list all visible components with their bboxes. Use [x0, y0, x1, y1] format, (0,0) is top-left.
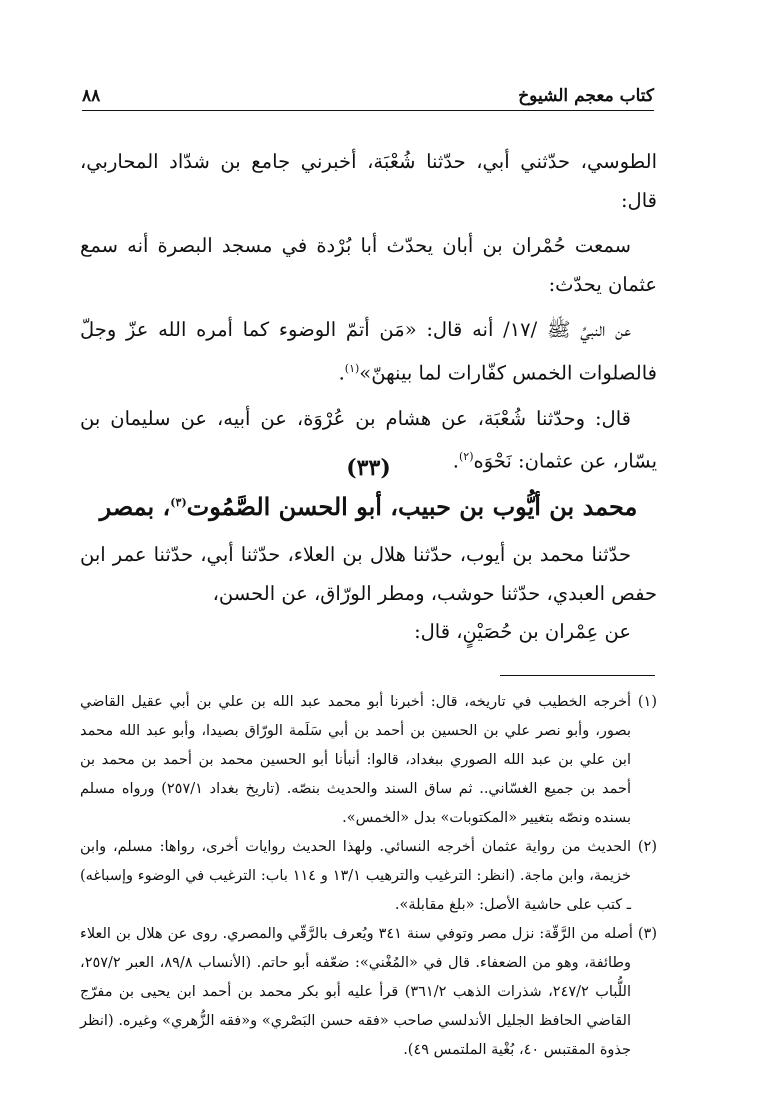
page-number: ٨٨	[82, 86, 101, 106]
section-title-main: محمد بن أيُّوب بن حبيب، أبو الحسن الصَّمُوت	[186, 492, 638, 521]
main-text	[80, 143, 657, 488]
paragraph-2: سمعت حُمْران بن أبان يحدّث أبا بُرْدة في مسجد البصرة أنه سمع عثمان يحدّث:	[80, 234, 657, 296]
paragraph-4-text: قال: وحدّثنا شُعْبَة، عن هشام بن عُرْوَة، عن أبيه، عن سليمان بن يسّار، عن عثمان: نَحْوَه	[80, 406, 657, 473]
footnote-ref-2: (٢)	[459, 450, 474, 463]
running-header	[82, 80, 654, 106]
paragraph-3-text: عن النبيِّ ﷺ /١٧/ أنه قال: «مَن أتمّ الوضوء كما أمره الله عزّ وجلّ فالصلوات الخمس كفّارات لما بينهنّ»	[80, 318, 657, 384]
footnote-ref-1: (١)	[344, 361, 360, 375]
footnote-ref-3: (٣)	[170, 496, 187, 509]
footnote-1: (١) أخرجه الخطيب في تاريخه، قال: أخبرنا أبو محمد عبد الله بن علي بن أبي عقيل القاضي بصور، وأبو نصر علي بن الحسين بن أحمد بن أبي سَلَمة الورّاق بصيدا، وأبو عبد الله محمد ابن علي بن عبد الله الصوري ببغداد، قالوا: أنبأنا أبو الحسين محمد بن أحمد بن محمد بن أحمد بن جميع الغسّاني.. ثم ساق السند والحديث بنصّه. (تاريخ بغداد ٢٥٧/١) ورواه مسلم بسنده ونصّه بتغيير «المكتوبات» بدل «الخمس».	[80, 694, 657, 826]
footnotes	[80, 688, 657, 1065]
section-title-end: ، بمصر	[99, 492, 171, 521]
paragraph-3	[80, 311, 657, 393]
section-paragraph-1: حدّثنا محمد بن أيوب، حدّثنا هلال بن العلاء، حدّثنا أبي، حدّثنا عمر ابن حفص العبدي، حدّثنا حوشب، ومطر الورّاق، عن الحسن،	[80, 543, 657, 605]
section-number: (٣٣)	[346, 455, 391, 481]
section-paragraph-2: عن عِمْران بن حُصَيْنٍ، قال:	[414, 620, 631, 643]
footnote-3: (٣) أصله من الرَّقّة: نزل مصر وتوفي سنة ٣٤١ ويُعرف بالرَّقّي والمصري. روى عن هلال بن العلاء وطائفة، وهو من الضعفاء. قال في «المُغْني»: ضعّفه أبو حاتم. (الأنساب ٨٩/٨، العبر ٢٥٧/٢، اللُّباب ٢٤٧/٢، شذرات الذهب ٣٦١/٢) قرأ عليه أبو بكر محمد بن أحمد ابن يحيى بن مفرّج القاضي الحافظ الجليل الأندلسي صاحب «فقه حسن البَصْري» و«فقه الزُّهري» وغيره. (انظر جذوة المقتبس ٤٠، بُغْية الملتمس ٤٩).	[80, 926, 657, 1058]
footnote-divider	[500, 675, 655, 676]
footnote-2: (٢) الحديث من رواية عثمان أخرجه النسائي. ولهذا الحديث روايات أخرى، رواها: مسلم، وابن خزيمة، وابن ماجة. (انظر: الترغيب والترهيب ١٣/١ و ١١٤ باب: الترغيب في الوضوء وإسباغه) ـ كتب على حاشية الأصل: «بلغ مقابلة».	[80, 839, 657, 913]
header-divider	[82, 110, 654, 111]
section-title	[80, 483, 657, 527]
paragraph-3-end: .	[338, 361, 345, 384]
book-title: كتاب معجم الشيوخ	[518, 86, 654, 106]
paragraph-1: الطوسي، حدّثني أبي، حدّثنا شُعْبَة، أخبرني جامع بن شدّاد المحاربي، قال:	[80, 150, 657, 212]
paragraph-4-end: .	[452, 449, 459, 473]
section-text	[80, 536, 657, 652]
